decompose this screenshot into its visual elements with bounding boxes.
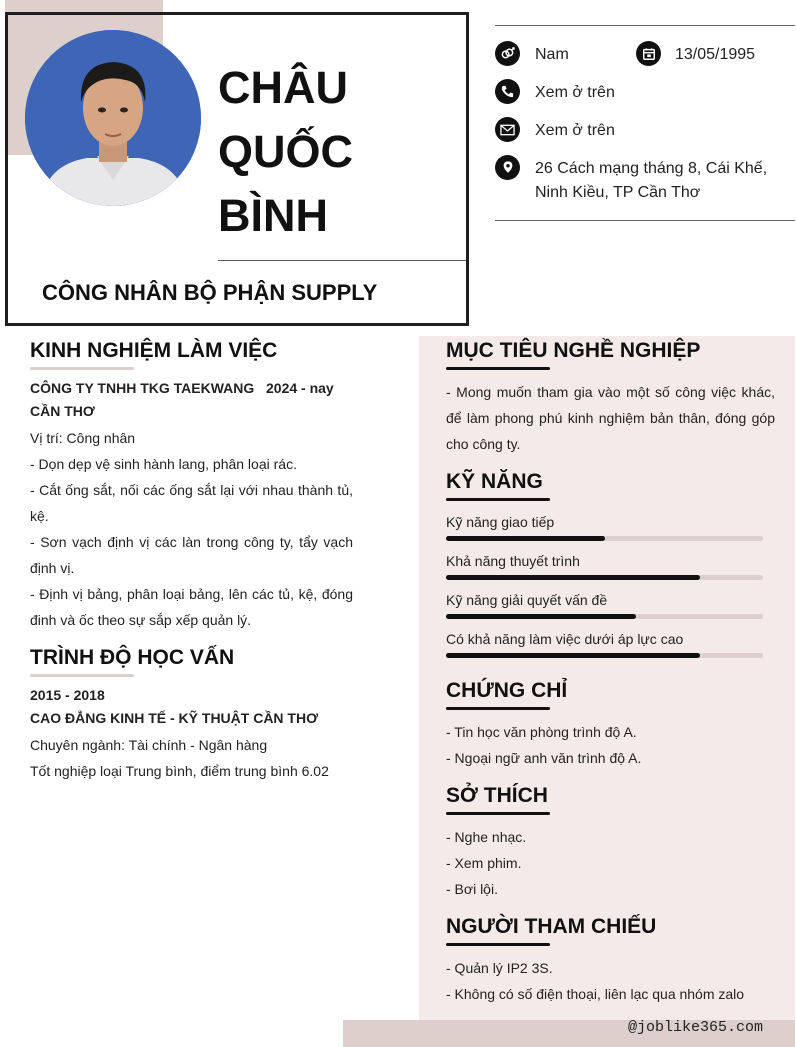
name-line-1: CHÂU: [218, 62, 348, 113]
objective-underline: [446, 367, 550, 370]
hobby-item: - Nghe nhạc.: [446, 829, 527, 845]
references-underline: [446, 943, 550, 946]
experience-position: Vị trí: Công nhân: [30, 430, 136, 446]
name-line-2: QUỐC: [218, 126, 353, 177]
skill-bar: [446, 575, 763, 580]
envelope-icon: [495, 117, 520, 142]
skill-label: Có khả năng làm việc dưới áp lực cao: [446, 631, 684, 647]
hobbies-title: SỞ THÍCH: [446, 784, 548, 807]
name-line-3: BÌNH: [218, 190, 328, 241]
address-text: [535, 157, 767, 205]
education-underline: [30, 674, 134, 677]
name-divider: [218, 260, 466, 261]
objective-title: MỤC TIÊU NGHỀ NGHIỆP: [446, 339, 701, 362]
reference-item: - Quản lý IP2 3S.: [446, 960, 553, 976]
certificates-underline: [446, 707, 550, 710]
objective-text: - Mong muốn tham gia vào một số công việc khác, để làm phong phú kinh nghiệm bản thân, đóng góp cho công ty.: [446, 384, 775, 452]
hobby-item: - Xem phim.: [446, 855, 522, 871]
company-name-line-2: CẦN THƠ: [30, 403, 95, 419]
gender-text: Nam: [535, 46, 569, 63]
full-name: [218, 56, 458, 248]
skill-bar: [446, 536, 763, 541]
skill-bar-fill: [446, 575, 700, 580]
phone-icon: [495, 79, 520, 104]
company-name-line-1: CÔNG TY TNHH TKG TAEKWANG: [30, 380, 255, 396]
skill-label: Kỹ năng giao tiếp: [446, 514, 555, 530]
reference-item: - Không có số điện thoại, liên lạc qua nhóm zalo: [446, 986, 745, 1002]
email-text: Xem ở trên: [535, 122, 615, 139]
education-major: Chuyên ngành: Tài chính - Ngân hàng: [30, 737, 268, 753]
duty-item: - Sơn vạch định vị các làn trong công ty, tẩy vạch định vị.: [30, 534, 353, 576]
avatar: [25, 30, 201, 206]
address-line-2: Ninh Kiều, TP Cần Thơ: [535, 184, 701, 201]
skill-label: Khả năng thuyết trình: [446, 553, 580, 569]
duty-item: - Dọn dẹp vệ sinh hành lang, phân loại rác.: [30, 456, 297, 472]
phone-text: Xem ở trên: [535, 84, 615, 101]
duty-item: - Cắt ống sắt, nối các ống sắt lại với nhau thành tủ, kệ.: [30, 482, 353, 524]
education-result: Tốt nghiệp loại Trung bình, điểm trung bình 6.02: [30, 763, 329, 779]
skill-bar: [446, 653, 763, 658]
birthdate-text: 13/05/1995: [675, 46, 756, 63]
skill-bar: [446, 614, 763, 619]
skill-bar-fill: [446, 653, 700, 658]
gender-icon: [495, 41, 520, 66]
certificates-title: CHỨNG CHỈ: [446, 679, 568, 702]
duty-item: - Định vị bảng, phân loại bảng, lên các tủ, kệ, đóng đinh và ốc theo sự sắp xếp quản lý.: [30, 586, 353, 628]
contact-divider-top: [495, 25, 795, 26]
references-title: NGƯỜI THAM CHIẾU: [446, 915, 657, 938]
company-name: [30, 377, 270, 423]
calendar-icon: [636, 41, 661, 66]
footer-handle: @joblike365.com: [628, 1019, 764, 1036]
job-title: CÔNG NHÂN BỘ PHẬN SUPPLY: [42, 280, 378, 305]
education-school: CAO ĐẲNG KINH TẾ - KỸ THUẬT CẦN THƠ: [30, 710, 319, 726]
hobby-item: - Bơi lội.: [446, 881, 498, 897]
contact-divider-bottom: [495, 220, 795, 221]
certificate-item: - Ngoại ngữ anh văn trình độ A.: [446, 750, 642, 766]
skill-bar-fill: [446, 536, 605, 541]
location-pin-icon: [495, 155, 520, 180]
skills-title: KỸ NĂNG: [446, 470, 543, 493]
education-period: 2015 - 2018: [30, 687, 105, 703]
education-title: TRÌNH ĐỘ HỌC VẤN: [30, 646, 235, 669]
skill-label: Kỹ năng giải quyết vấn đề: [446, 592, 608, 608]
address-line-1: 26 Cách mạng tháng 8, Cái Khế,: [535, 160, 768, 177]
experience-title: KINH NGHIỆM LÀM VIỆC: [30, 339, 278, 362]
skill-bar-fill: [446, 614, 636, 619]
hobbies-underline: [446, 812, 550, 815]
skills-underline: [446, 498, 550, 501]
certificate-item: - Tin học văn phòng trình độ A.: [446, 724, 637, 740]
experience-underline: [30, 367, 134, 370]
experience-period: 2024 - nay: [266, 380, 334, 396]
